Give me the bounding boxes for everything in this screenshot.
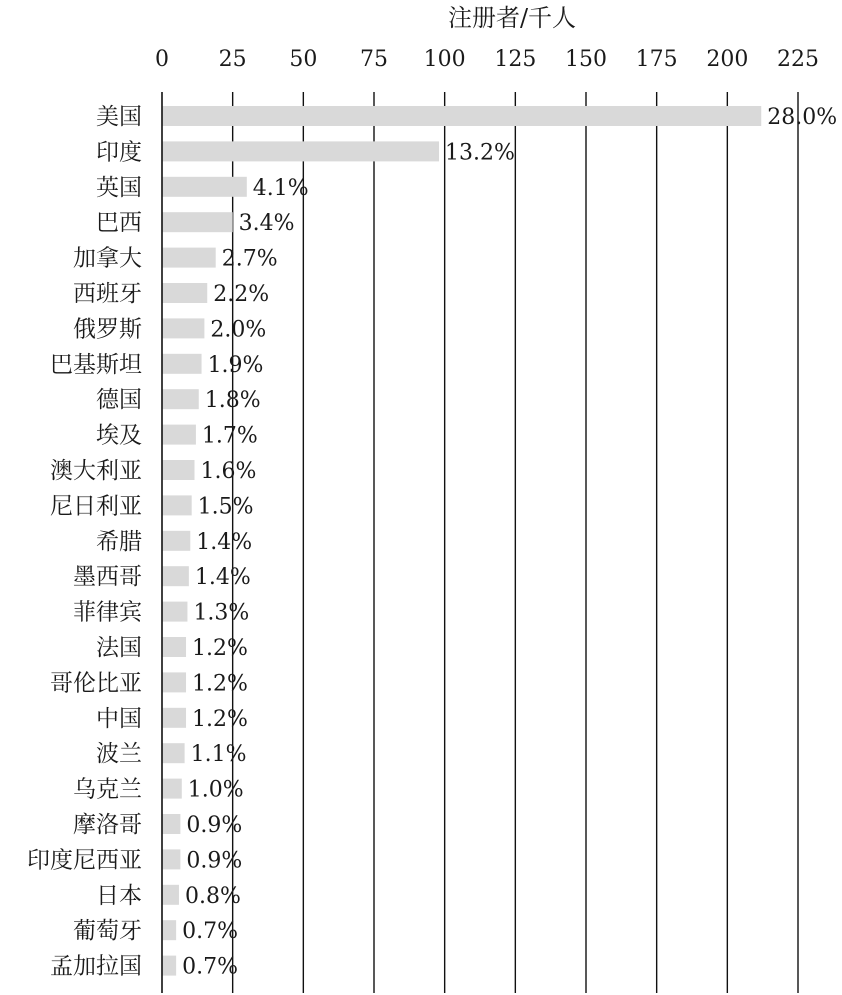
category-label-11: 尼日利亚 — [50, 493, 142, 520]
bar-12 — [162, 531, 190, 551]
category-label-21: 印度尼西亚 — [27, 847, 142, 874]
bar-9 — [162, 425, 196, 445]
x-tick-label-50: 50 — [289, 47, 318, 72]
chart-title: 注册者/千人 — [447, 4, 577, 32]
category-label-7: 巴基斯坦 — [50, 351, 142, 378]
grid-lines — [233, 92, 798, 993]
data-label-19: 1.0% — [187, 777, 244, 803]
category-label-9: 埃及 — [96, 422, 142, 449]
bar-8 — [162, 389, 199, 409]
data-label-0: 28.0% — [767, 105, 838, 130]
data-label-11: 1.5% — [197, 494, 254, 520]
data-label-2: 4.1% — [252, 175, 309, 201]
category-label-10: 澳大利亚 — [50, 458, 142, 484]
data-label-24: 0.7% — [182, 954, 239, 980]
bar-13 — [162, 566, 189, 586]
category-label-3: 巴西 — [96, 210, 142, 237]
category-label-5: 西班牙 — [73, 281, 142, 307]
data-label-8: 1.8% — [204, 388, 261, 414]
category-label-4: 加拿大 — [73, 245, 142, 272]
bar-11 — [162, 495, 192, 515]
category-label-12: 希腊 — [96, 528, 142, 555]
category-label-8: 德国 — [96, 387, 142, 414]
x-tick-label-150: 150 — [565, 47, 607, 72]
data-label-5: 2.2% — [213, 282, 270, 307]
data-label-4: 2.7% — [221, 246, 278, 272]
category-label-22: 日本 — [96, 882, 142, 909]
data-label-22: 0.8% — [184, 883, 241, 909]
bar-6 — [162, 318, 204, 338]
data-label-21: 0.9% — [186, 848, 243, 874]
data-label-20: 0.9% — [186, 813, 243, 838]
data-label-12: 1.4% — [196, 529, 253, 555]
x-tick-label-125: 125 — [494, 47, 537, 72]
data-label-13: 1.4% — [194, 565, 251, 591]
category-labels — [27, 104, 142, 980]
category-label-16: 哥伦比亚 — [50, 670, 142, 697]
data-label-15: 1.2% — [192, 636, 248, 661]
category-label-1: 印度 — [96, 139, 142, 166]
data-label-1: 13.2% — [445, 140, 515, 166]
category-label-14: 菲律宾 — [73, 599, 142, 626]
bar-15 — [162, 637, 186, 657]
data-label-7: 1.9% — [207, 352, 264, 378]
category-label-20: 摩洛哥 — [73, 812, 142, 838]
bar-3 — [162, 212, 233, 232]
x-tick-label-175: 175 — [635, 47, 678, 72]
data-label-16: 1.2% — [192, 671, 248, 697]
category-label-6: 俄罗斯 — [73, 316, 142, 343]
bar-10 — [162, 460, 195, 480]
bar-16 — [162, 672, 186, 692]
bar-1 — [162, 141, 439, 161]
category-label-0: 美国 — [96, 104, 142, 130]
x-tick-label-25: 25 — [218, 47, 247, 72]
data-label-17: 1.2% — [192, 706, 248, 732]
bar-18 — [162, 743, 185, 763]
bar-5 — [162, 283, 207, 303]
category-label-24: 孟加拉国 — [50, 953, 142, 980]
bar-24 — [162, 956, 176, 976]
bar-0 — [162, 106, 761, 126]
x-tick-label-75: 75 — [360, 47, 388, 72]
category-label-17: 中国 — [96, 705, 142, 732]
data-label-3: 3.4% — [238, 211, 295, 237]
data-label-23: 0.7% — [182, 919, 239, 945]
data-label-6: 2.0% — [210, 317, 267, 343]
data-label-14: 1.3% — [193, 600, 250, 626]
bar-17 — [162, 708, 186, 728]
data-label-10: 1.6% — [200, 459, 257, 484]
bar-2 — [162, 177, 247, 197]
x-tick-label-225: 225 — [777, 47, 819, 72]
bar-4 — [162, 248, 216, 268]
category-label-18: 波兰 — [96, 741, 142, 768]
bar-7 — [162, 354, 202, 374]
bar-22 — [162, 885, 179, 905]
x-tick-label-100: 100 — [423, 47, 466, 72]
category-label-13: 墨西哥 — [73, 564, 142, 591]
bar-21 — [162, 849, 180, 869]
category-label-2: 英国 — [96, 174, 142, 201]
data-label-18: 1.1% — [190, 742, 247, 768]
category-label-23: 葡萄牙 — [73, 918, 142, 945]
x-tick-label-200: 200 — [706, 47, 749, 72]
bar-14 — [162, 602, 187, 622]
bar-19 — [162, 779, 182, 799]
bar-20 — [162, 814, 180, 834]
x-tick-label-0: 0 — [155, 47, 169, 72]
category-label-19: 乌克兰 — [73, 776, 142, 803]
x-axis-ticks — [155, 47, 819, 72]
data-label-9: 1.7% — [201, 423, 258, 449]
bar-23 — [162, 920, 176, 940]
data-labels — [182, 105, 837, 980]
category-label-15: 法国 — [96, 635, 142, 661]
